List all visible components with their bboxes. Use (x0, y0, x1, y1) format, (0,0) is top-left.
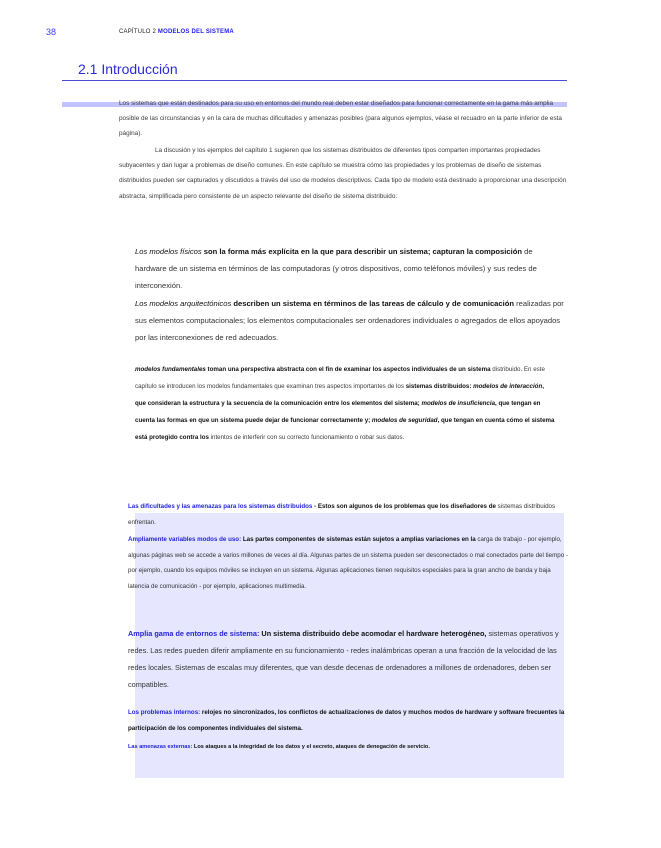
fundamental-models-term: modelos fundamentales (135, 366, 206, 373)
internal-problems-item (128, 705, 568, 736)
fundamental-models-item (135, 361, 555, 446)
running-header (119, 29, 234, 35)
architectural-models-term: Los modelos arquitectónicos (135, 299, 232, 308)
fundamental-models-strong-4: , que tengan en cuenta las formas en que un sistema puede dejar de funcionar correctamente y; (135, 400, 541, 424)
architectural-models-lead: describen un sistema en términos de las tareas de cálculo y de comunicación (231, 299, 515, 308)
usage-modes-text: carga de trabajo - por ejemplo, algunas páginas web se accede a varios millones de veces al día. Algunas partes de un sistema pueden ser desconectados o mal conectados parte del tiempo - por ejemplo, cuando los equipos móviles se incluyen en un sistema. Algunas aplicaciones tienen requisitos especiales para la gran ancho de banda y baja latencia de comunicación - por ejemplo, aplicaciones multimedia. (128, 536, 568, 591)
fundamental-models-text: distribuido. En este capítulo se introducen los modelos fundamentales que examinan tres aspectos importantes de los (135, 366, 545, 390)
intro-paragraph-1: Los sistemas que están destinados para su uso en entornos del mundo real deben estar diseñados para funcionar correctamente en la gama más amplia posible de las circunstancias y en la cara de muchas dificultades y amenazas posibles (para algunos ejemplos, véase el recuadro en la parte inferior de esta página). (119, 100, 562, 138)
physical-models-text: de hardware de un sistema en términos de las computadoras (y otros dispositivos, como teléfonos móviles) y sus redes de interconexión. (135, 247, 537, 291)
external-threats-item (128, 740, 568, 756)
chapter-title: MODELOS DEL SISTEMA (157, 29, 234, 35)
security-models-term: modelos de seguridad (371, 417, 438, 424)
environments-label: Amplia gama de entornos de sistema: (128, 629, 260, 638)
usage-modes-item (128, 532, 568, 595)
threats-box-heading (128, 499, 568, 530)
fundamental-models-text-2: intentos de interferir con su correcto funcionamiento o robar sus datos. (208, 434, 405, 441)
threats-box-intro: sistemas distribuidos enfrentan. (128, 503, 556, 526)
usage-modes-lead: Las partes componentes de sistemas están sujetos a amplias variaciones en la (241, 536, 476, 543)
title-rule (62, 80, 567, 81)
section-title: 2.1 Introducción (78, 61, 178, 77)
fundamental-models-strong-5: , que tengan en cuenta cómo el sistema está protegido contra los (135, 417, 555, 441)
intro-paragraph-2: La discusión y los ejemplos del capítulo 1 sugieren que los sistemas distribuidos de diferentes tipos comparten importantes propiedades subyacentes y dan lugar a problemas de diseño comunes. En este capítulo se muestra cómo las propiedades y los problemas de diseño de sistemas distribuidos pueden ser capturados y discutidos a través del uso de modelos descriptivos. Cada tipo de modelo está destinado a proporcionar una descripción abstracta, simplificada pero consistente de un aspecto relevante del diseño de sistema distribuido: (119, 147, 567, 200)
chapter-prefix: CAPÍTULO 2 (119, 29, 157, 35)
environments-text: sistemas operativos y redes. Las redes pueden diferir ampliamente en su funcionamiento - redes inalámbricas operan a una fracción de la velocidad de las redes locales. Sistemas de escalas muy diferentes, que van desde decenas de ordenadores a millones de ordenadores, deben ser compatibles. (128, 629, 559, 689)
threats-box-lead: - Estos son algunos de los problemas que los diseñadores de (312, 503, 496, 510)
physical-models-term: Los modelos físicos (135, 247, 202, 256)
usage-modes-label: Ampliamente variables modos de uso: (128, 536, 242, 543)
fundamental-models-lead: toman una perspectiva abstracta con el fin de examinar los aspectos individuales de un sistema (205, 366, 491, 373)
threats-box-title: Las dificultades y las amenazas para los sistemas distribuidos (128, 503, 313, 510)
page-number: 38 (46, 27, 57, 37)
internal-problems-text: relojes no sincronizados, los conflictos de actualizaciones de datos y muchos modos de hardware y software frecuentes la participación de los componentes individuales del sistema. (128, 709, 565, 732)
internal-problems-label: Los problemas internos: (128, 709, 201, 716)
external-threats-label: Las amenazas externas: (128, 744, 193, 750)
external-threats-text: Los ataques a la integridad de los datos y el secreto, ataques de denegación de servicio. (192, 744, 430, 750)
physical-models-item (135, 243, 565, 295)
failure-models-term: modelos de insuficiencia (421, 400, 496, 407)
environments-lead: Un sistema distribuido debe acomodar el hardware heterogéneo, (259, 629, 487, 638)
environments-item (128, 625, 568, 693)
fundamental-models-strong-3: , que consideran la estructura y la secuencia de la comunicación entre los elementos del sistema; (135, 383, 544, 407)
architectural-models-item (135, 295, 565, 347)
fundamental-models-strong-2: sistemas distribuidos: (405, 383, 474, 390)
architectural-models-text: realizadas por sus elementos computacionales; los elementos computacionales ser ordenadores individuales o agregados de ellos apoyados por las interconexiones de red adecuados. (135, 299, 564, 343)
physical-models-lead: son la forma más explícita en la que para describir un sistema; capturan la composición (201, 247, 522, 256)
interaction-models-term: modelos de interacción (473, 383, 543, 390)
